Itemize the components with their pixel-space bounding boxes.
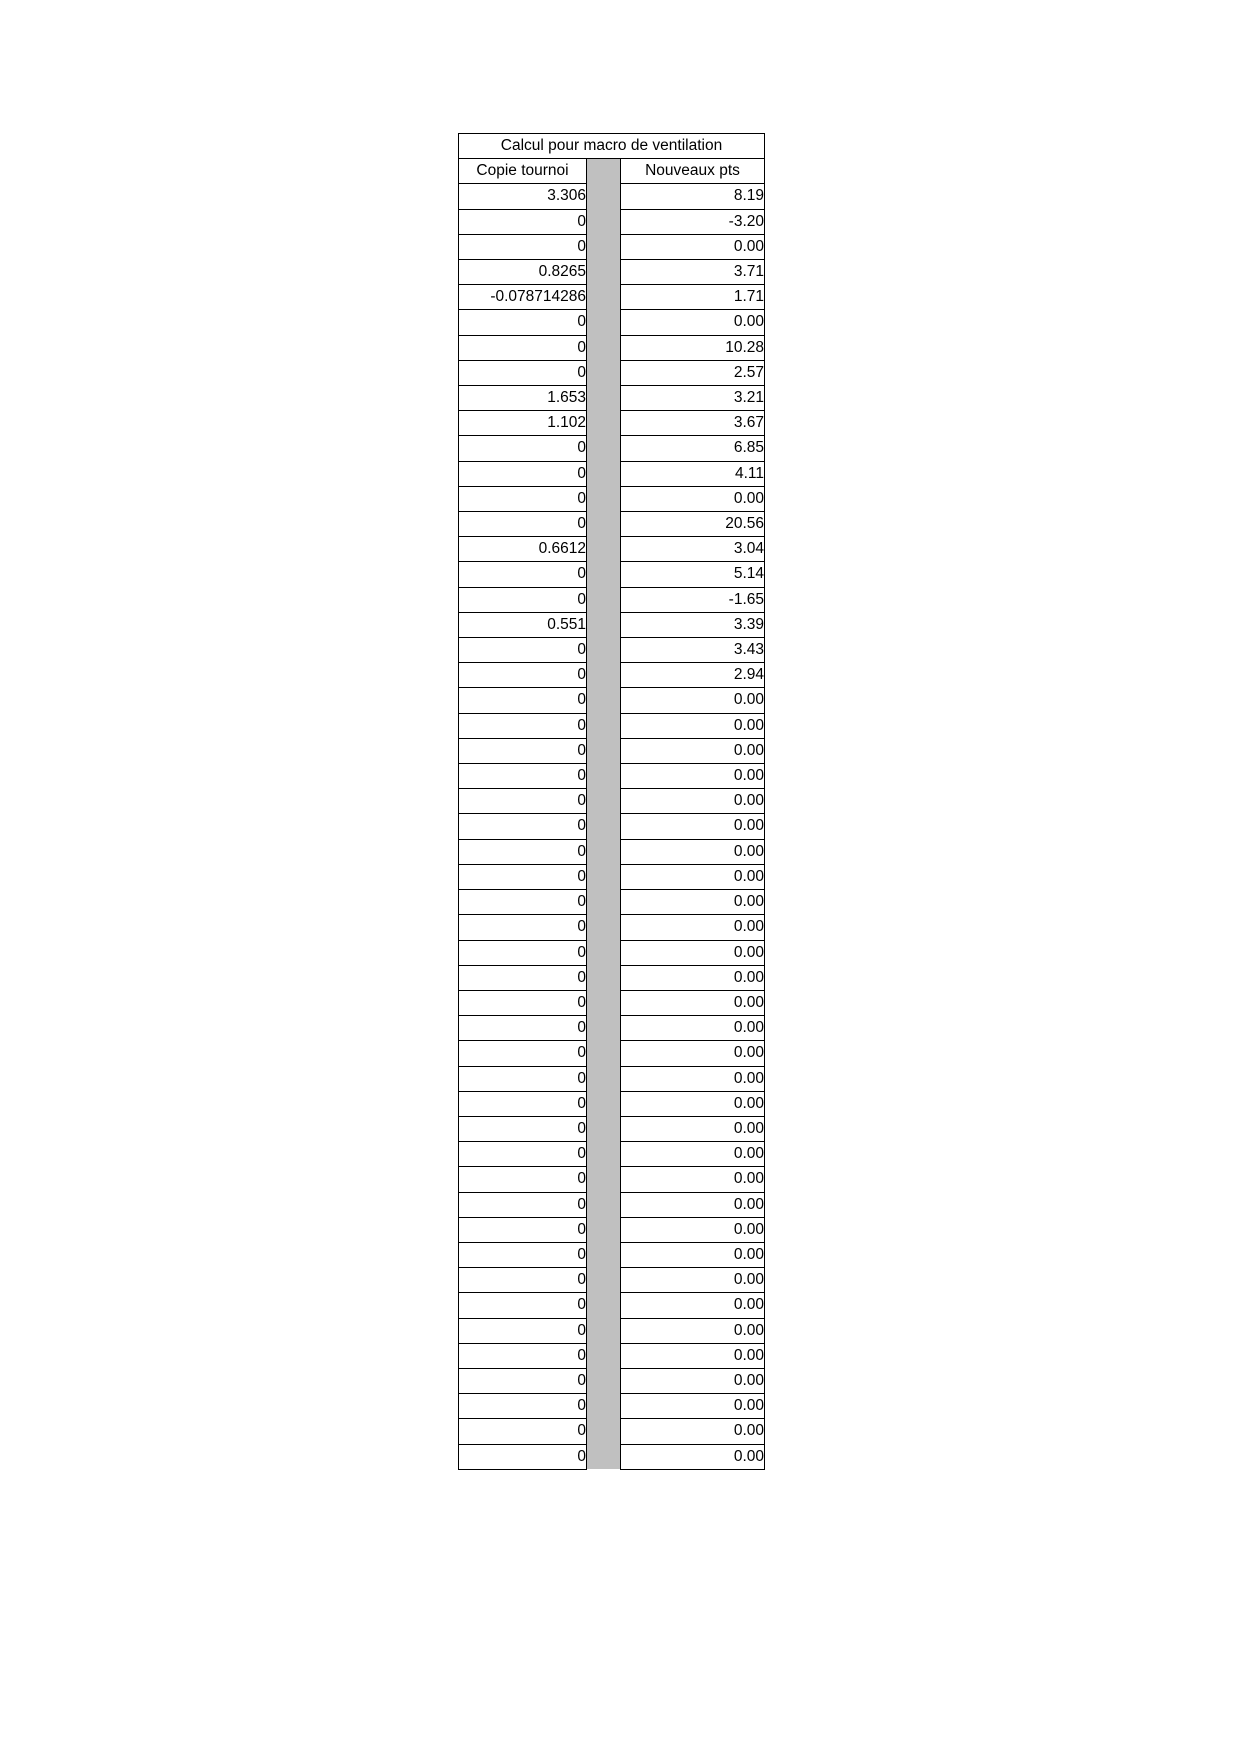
table-row: [459, 890, 765, 915]
table-row: [459, 688, 765, 713]
cell-nouveaux-pts[interactable]: 0.00: [621, 1116, 765, 1141]
cell-copie-tournoi[interactable]: 0: [459, 234, 587, 259]
cell-copie-tournoi[interactable]: 0: [459, 764, 587, 789]
cell-copie-tournoi[interactable]: 0: [459, 990, 587, 1015]
cell-copie-tournoi[interactable]: 0: [459, 587, 587, 612]
table-row: [459, 713, 765, 738]
cell-nouveaux-pts[interactable]: 20.56: [621, 512, 765, 537]
cell-copie-tournoi[interactable]: 0: [459, 864, 587, 889]
cell-copie-tournoi[interactable]: 0: [459, 839, 587, 864]
cell-nouveaux-pts[interactable]: 3.21: [621, 386, 765, 411]
table-row: [459, 789, 765, 814]
cell-nouveaux-pts[interactable]: 0.00: [621, 1343, 765, 1368]
row-separator-spacer: [587, 1167, 621, 1192]
table-row: [459, 512, 765, 537]
spreadsheet-region: [458, 133, 764, 1470]
cell-copie-tournoi[interactable]: 0: [459, 461, 587, 486]
cell-copie-tournoi[interactable]: 0: [459, 1066, 587, 1091]
row-separator-spacer: [587, 1394, 621, 1419]
cell-nouveaux-pts[interactable]: 0.00: [621, 713, 765, 738]
table-row: [459, 1041, 765, 1066]
row-separator-spacer: [587, 1368, 621, 1393]
table-row: [459, 234, 765, 259]
row-separator-spacer: [587, 209, 621, 234]
cell-nouveaux-pts[interactable]: 0.00: [621, 890, 765, 915]
cell-copie-tournoi[interactable]: 0: [459, 562, 587, 587]
cell-copie-tournoi[interactable]: 0: [459, 1142, 587, 1167]
cell-copie-tournoi[interactable]: 0: [459, 789, 587, 814]
row-separator-spacer: [587, 562, 621, 587]
cell-nouveaux-pts[interactable]: 0.00: [621, 1167, 765, 1192]
table-row: [459, 990, 765, 1015]
table-row: [459, 1217, 765, 1242]
cell-copie-tournoi[interactable]: 0: [459, 1343, 587, 1368]
row-separator-spacer: [587, 1217, 621, 1242]
table-row: [459, 461, 765, 486]
table-row: [459, 1242, 765, 1267]
cell-nouveaux-pts[interactable]: 3.43: [621, 638, 765, 663]
table-title-row: [459, 134, 765, 159]
cell-nouveaux-pts[interactable]: -1.65: [621, 587, 765, 612]
cell-copie-tournoi[interactable]: 0.551: [459, 612, 587, 637]
cell-copie-tournoi[interactable]: 0: [459, 1419, 587, 1444]
row-separator-spacer: [587, 764, 621, 789]
row-separator-spacer: [587, 461, 621, 486]
cell-nouveaux-pts[interactable]: 8.19: [621, 184, 765, 209]
cell-copie-tournoi[interactable]: 0: [459, 1116, 587, 1141]
cell-copie-tournoi[interactable]: 0: [459, 335, 587, 360]
row-separator-spacer: [587, 537, 621, 562]
table-row: [459, 864, 765, 889]
table-row: [459, 1318, 765, 1343]
cell-copie-tournoi[interactable]: 0: [459, 638, 587, 663]
cell-copie-tournoi[interactable]: 0: [459, 360, 587, 385]
table-row: [459, 1192, 765, 1217]
row-separator-spacer: [587, 663, 621, 688]
cell-copie-tournoi[interactable]: 0: [459, 688, 587, 713]
row-separator-spacer: [587, 1091, 621, 1116]
cell-nouveaux-pts[interactable]: 0.00: [621, 1041, 765, 1066]
table-row: [459, 1268, 765, 1293]
cell-copie-tournoi[interactable]: -0.078714286: [459, 285, 587, 310]
row-separator-spacer: [587, 789, 621, 814]
row-separator-spacer: [587, 890, 621, 915]
table-title: Calcul pour macro de ventilation: [459, 134, 765, 159]
table-row: [459, 386, 765, 411]
table-row: [459, 285, 765, 310]
row-separator-spacer: [587, 1016, 621, 1041]
cell-nouveaux-pts[interactable]: 3.39: [621, 612, 765, 637]
row-separator-spacer: [587, 587, 621, 612]
table-row: [459, 915, 765, 940]
table-row: [459, 436, 765, 461]
cell-copie-tournoi[interactable]: 0: [459, 814, 587, 839]
cell-copie-tournoi[interactable]: 0: [459, 1167, 587, 1192]
table-row: [459, 1368, 765, 1393]
cell-copie-tournoi[interactable]: 3.306: [459, 184, 587, 209]
table-row: [459, 310, 765, 335]
cell-nouveaux-pts[interactable]: 3.71: [621, 260, 765, 285]
cell-copie-tournoi[interactable]: 0.8265: [459, 260, 587, 285]
cell-copie-tournoi[interactable]: 0: [459, 1041, 587, 1066]
table-row: [459, 1293, 765, 1318]
cell-nouveaux-pts[interactable]: 10.28: [621, 335, 765, 360]
table-row: [459, 360, 765, 385]
cell-copie-tournoi[interactable]: 0: [459, 940, 587, 965]
cell-nouveaux-pts[interactable]: 0.00: [621, 688, 765, 713]
cell-nouveaux-pts[interactable]: 0.00: [621, 738, 765, 763]
row-separator-spacer: [587, 1066, 621, 1091]
table-row: [459, 1394, 765, 1419]
cell-nouveaux-pts[interactable]: 0.00: [621, 1066, 765, 1091]
cell-copie-tournoi[interactable]: 0: [459, 890, 587, 915]
cell-nouveaux-pts[interactable]: 0.00: [621, 864, 765, 889]
row-separator-spacer: [587, 1268, 621, 1293]
cell-copie-tournoi[interactable]: 0.6612: [459, 537, 587, 562]
cell-nouveaux-pts[interactable]: 0.00: [621, 990, 765, 1015]
cell-copie-tournoi[interactable]: 0: [459, 1368, 587, 1393]
column-separator-spacer: [587, 159, 621, 184]
cell-copie-tournoi[interactable]: 0: [459, 310, 587, 335]
cell-nouveaux-pts[interactable]: 0.00: [621, 1016, 765, 1041]
cell-nouveaux-pts[interactable]: 0.00: [621, 1242, 765, 1267]
cell-copie-tournoi[interactable]: 0: [459, 915, 587, 940]
row-separator-spacer: [587, 1343, 621, 1368]
table-row: [459, 1419, 765, 1444]
row-separator-spacer: [587, 1116, 621, 1141]
table-header-row: [459, 159, 765, 184]
cell-nouveaux-pts[interactable]: 0.00: [621, 486, 765, 511]
row-separator-spacer: [587, 990, 621, 1015]
cell-copie-tournoi[interactable]: 0: [459, 713, 587, 738]
row-separator-spacer: [587, 915, 621, 940]
table-row: [459, 1142, 765, 1167]
cell-nouveaux-pts[interactable]: -3.20: [621, 209, 765, 234]
cell-copie-tournoi[interactable]: 0: [459, 1242, 587, 1267]
cell-copie-tournoi[interactable]: 0: [459, 663, 587, 688]
row-separator-spacer: [587, 688, 621, 713]
table-row: [459, 965, 765, 990]
row-separator-spacer: [587, 360, 621, 385]
cell-copie-tournoi[interactable]: 0: [459, 1192, 587, 1217]
table-row: [459, 184, 765, 209]
row-separator-spacer: [587, 1142, 621, 1167]
row-separator-spacer: [587, 839, 621, 864]
table-row: [459, 1167, 765, 1192]
cell-nouveaux-pts[interactable]: 2.57: [621, 360, 765, 385]
table-row: [459, 638, 765, 663]
table-row: [459, 940, 765, 965]
cell-nouveaux-pts[interactable]: 0.00: [621, 1268, 765, 1293]
cell-nouveaux-pts[interactable]: 0.00: [621, 1394, 765, 1419]
cell-nouveaux-pts[interactable]: 0.00: [621, 1293, 765, 1318]
row-separator-spacer: [587, 260, 621, 285]
row-separator-spacer: [587, 234, 621, 259]
row-separator-spacer: [587, 335, 621, 360]
row-separator-spacer: [587, 1318, 621, 1343]
table-row: [459, 663, 765, 688]
cell-nouveaux-pts[interactable]: 3.04: [621, 537, 765, 562]
table-row: [459, 764, 765, 789]
row-separator-spacer: [587, 436, 621, 461]
cell-nouveaux-pts[interactable]: 0.00: [621, 1091, 765, 1116]
cell-copie-tournoi[interactable]: 0: [459, 1268, 587, 1293]
cell-copie-tournoi[interactable]: 0: [459, 436, 587, 461]
cell-nouveaux-pts[interactable]: 0.00: [621, 1318, 765, 1343]
row-separator-spacer: [587, 1041, 621, 1066]
table-row: [459, 1066, 765, 1091]
cell-copie-tournoi[interactable]: 1.653: [459, 386, 587, 411]
row-separator-spacer: [587, 1293, 621, 1318]
row-separator-spacer: [587, 411, 621, 436]
cell-nouveaux-pts[interactable]: 0.00: [621, 789, 765, 814]
cell-nouveaux-pts[interactable]: 2.94: [621, 663, 765, 688]
row-separator-spacer: [587, 1444, 621, 1469]
table-row: [459, 1016, 765, 1041]
row-separator-spacer: [587, 940, 621, 965]
cell-copie-tournoi[interactable]: 0: [459, 1444, 587, 1469]
table-row: [459, 1343, 765, 1368]
cell-copie-tournoi[interactable]: 1.102: [459, 411, 587, 436]
cell-nouveaux-pts[interactable]: 0.00: [621, 940, 765, 965]
table-row: [459, 738, 765, 763]
row-separator-spacer: [587, 638, 621, 663]
cell-copie-tournoi[interactable]: 0: [459, 1394, 587, 1419]
cell-nouveaux-pts[interactable]: 3.67: [621, 411, 765, 436]
table-row: [459, 587, 765, 612]
table-row: [459, 1444, 765, 1469]
cell-copie-tournoi[interactable]: 0: [459, 965, 587, 990]
table-row: [459, 562, 765, 587]
cell-nouveaux-pts[interactable]: 0.00: [621, 814, 765, 839]
row-separator-spacer: [587, 512, 621, 537]
table-row: [459, 411, 765, 436]
row-separator-spacer: [587, 612, 621, 637]
row-separator-spacer: [587, 486, 621, 511]
cell-nouveaux-pts[interactable]: 0.00: [621, 234, 765, 259]
cell-copie-tournoi[interactable]: 0: [459, 1016, 587, 1041]
cell-nouveaux-pts[interactable]: 0.00: [621, 310, 765, 335]
table-row: [459, 486, 765, 511]
row-separator-spacer: [587, 965, 621, 990]
cell-nouveaux-pts[interactable]: 5.14: [621, 562, 765, 587]
table-row: [459, 1091, 765, 1116]
row-separator-spacer: [587, 285, 621, 310]
cell-nouveaux-pts[interactable]: 0.00: [621, 839, 765, 864]
row-separator-spacer: [587, 713, 621, 738]
row-separator-spacer: [587, 738, 621, 763]
cell-nouveaux-pts[interactable]: 0.00: [621, 764, 765, 789]
table-row: [459, 209, 765, 234]
cell-nouveaux-pts[interactable]: 0.00: [621, 915, 765, 940]
cell-copie-tournoi[interactable]: 0: [459, 486, 587, 511]
cell-nouveaux-pts[interactable]: 0.00: [621, 1192, 765, 1217]
cell-copie-tournoi[interactable]: 0: [459, 1091, 587, 1116]
row-separator-spacer: [587, 386, 621, 411]
row-separator-spacer: [587, 1192, 621, 1217]
row-separator-spacer: [587, 1419, 621, 1444]
row-separator-spacer: [587, 310, 621, 335]
cell-nouveaux-pts[interactable]: 0.00: [621, 1419, 765, 1444]
cell-nouveaux-pts[interactable]: 1.71: [621, 285, 765, 310]
cell-copie-tournoi[interactable]: 0: [459, 738, 587, 763]
row-separator-spacer: [587, 864, 621, 889]
cell-copie-tournoi[interactable]: 0: [459, 1318, 587, 1343]
row-separator-spacer: [587, 184, 621, 209]
table-row: [459, 612, 765, 637]
table-row: [459, 814, 765, 839]
cell-nouveaux-pts[interactable]: 0.00: [621, 965, 765, 990]
table-row: [459, 260, 765, 285]
cell-copie-tournoi[interactable]: 0: [459, 1217, 587, 1242]
table-row: [459, 1116, 765, 1141]
cell-nouveaux-pts[interactable]: 0.00: [621, 1444, 765, 1469]
table-row: [459, 335, 765, 360]
row-separator-spacer: [587, 1242, 621, 1267]
column-header-copie-tournoi[interactable]: Copie tournoi: [459, 159, 587, 184]
cell-copie-tournoi[interactable]: 0: [459, 512, 587, 537]
ventilation-table: [458, 133, 765, 1470]
cell-copie-tournoi[interactable]: 0: [459, 1293, 587, 1318]
cell-copie-tournoi[interactable]: 0: [459, 209, 587, 234]
cell-nouveaux-pts[interactable]: 6.85: [621, 436, 765, 461]
row-separator-spacer: [587, 814, 621, 839]
table-row: [459, 839, 765, 864]
cell-nouveaux-pts[interactable]: 0.00: [621, 1217, 765, 1242]
cell-nouveaux-pts[interactable]: 4.11: [621, 461, 765, 486]
cell-nouveaux-pts[interactable]: 0.00: [621, 1142, 765, 1167]
column-header-nouveaux-pts[interactable]: Nouveaux pts: [621, 159, 765, 184]
table-row: [459, 537, 765, 562]
cell-nouveaux-pts[interactable]: 0.00: [621, 1368, 765, 1393]
